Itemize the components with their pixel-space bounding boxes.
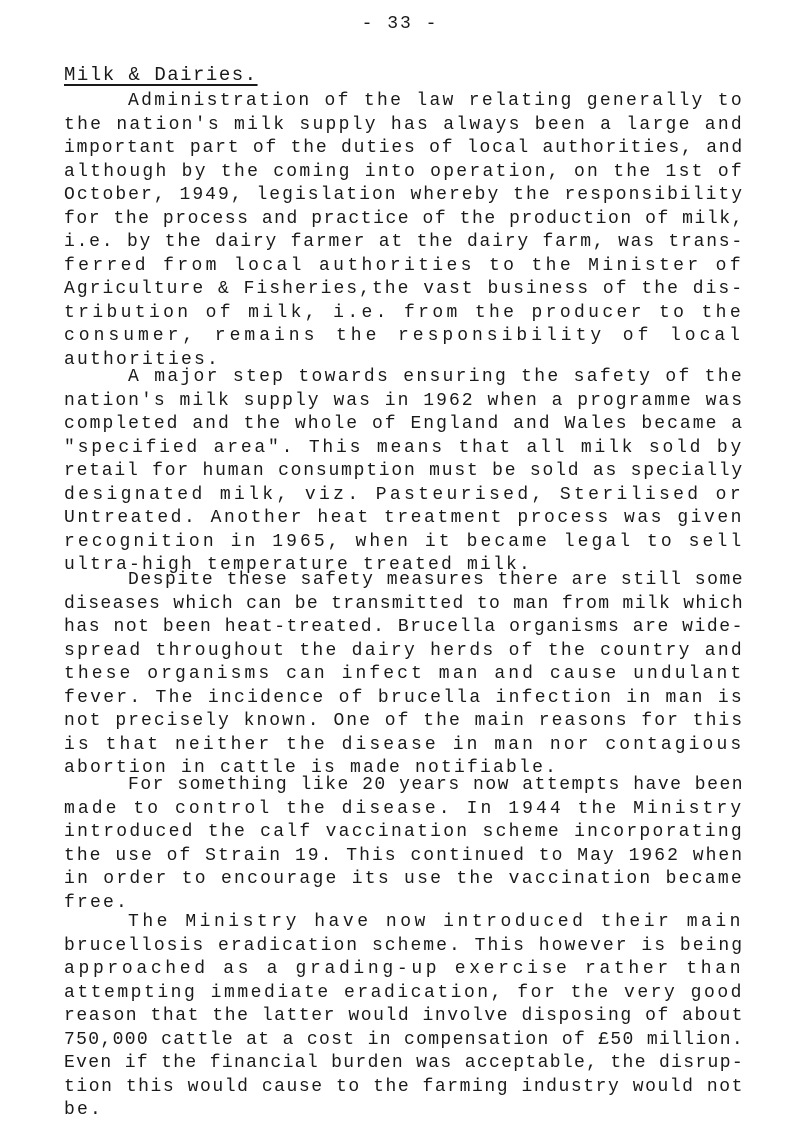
text-line: has not been heat-treated. Brucella organisms are wide-: [64, 617, 744, 637]
paragraph-4: [64, 774, 744, 915]
text-line: important part of the duties of local authorities, and: [64, 138, 744, 158]
text-line: For something like 20 years now attempts have been: [128, 775, 745, 795]
text-line: is that neither the disease in man nor contagious: [64, 734, 745, 755]
text-line: these organisms can infect man and cause undulant: [64, 664, 745, 684]
text-line: 750,000 cattle at a cost in compensation of £50 million.: [64, 1029, 744, 1050]
text-line: spread throughout the dairy herds of the country and: [64, 640, 744, 661]
page-number: - 33 -: [361, 14, 439, 34]
text-line: Administration of the law relating generally to: [128, 91, 744, 111]
text-line: recognition in 1965, when it became legal to sell: [64, 531, 745, 552]
text-line: Untreated. Another heat treatment process was given: [64, 508, 744, 528]
text-line: designated milk, viz. Pasteurised, Sterilised or: [64, 484, 744, 505]
text-line: "specified area". This means that all milk sold by: [64, 437, 745, 458]
paragraph-2: [64, 366, 744, 578]
paragraph-5: [64, 911, 744, 1123]
paragraph-1: [64, 90, 744, 372]
text-line: for the process and practice of the production of milk,: [64, 208, 744, 229]
text-line: completed and the whole of England and Wales became a: [64, 414, 745, 434]
text-line: abortion in cattle is made notifiable.: [64, 758, 559, 778]
text-line: the use of Strain 19. This continued to May 1962 when: [64, 845, 745, 866]
text-line: Agriculture & Fisheries,the vast business of the dis-: [64, 279, 745, 299]
text-line: fever. The incidence of brucella infection in man is: [64, 687, 744, 708]
text-line: ultra-high temperature treated milk.: [64, 555, 533, 575]
section-heading: Milk & Dairies.: [64, 64, 258, 86]
text-line: The Ministry have now introduced their main: [128, 912, 744, 932]
text-line: i.e. by the dairy farmer at the dairy farm, was trans-: [64, 232, 744, 252]
text-line: October, 1949, legislation whereby the responsibility: [64, 185, 745, 205]
text-line: in order to encourage its use the vaccination became: [64, 869, 744, 889]
text-line: tribution of milk, i.e. from the producer to the: [64, 302, 744, 323]
text-line: authorities.: [64, 349, 221, 370]
text-line: tion this would cause to the farming industry would not: [64, 1076, 744, 1097]
text-line: approached as a grading-up exercise rather than: [64, 959, 745, 979]
text-line: be.: [64, 1100, 104, 1120]
text-line: ferred from local authorities to the Minister of: [64, 255, 744, 276]
text-line: reason that the latter would involve disposing of about: [64, 1006, 744, 1026]
text-line: brucellosis eradication scheme. This however is being: [64, 935, 745, 956]
text-line: free.: [64, 892, 130, 913]
text-line: diseases which can be transmitted to man from milk which: [64, 593, 744, 614]
text-line: A major step towards ensuring the safety of the: [128, 367, 744, 387]
text-line: although by the coming into operation, on the 1st of: [64, 161, 744, 182]
text-line: made to control the disease. In 1944 the Ministry: [64, 798, 745, 819]
text-line: introduced the calf vaccination scheme incorporating: [64, 822, 744, 842]
text-line: Despite these safety measures there are still some: [128, 570, 745, 590]
paragraph-3: [64, 569, 744, 781]
text-line: Even if the financial burden was acceptable, the disrup-: [64, 1053, 744, 1073]
text-line: consumer, remains the responsibility of local: [64, 326, 744, 346]
text-line: retail for human consumption must be sold as specially: [64, 461, 744, 481]
text-line: not precisely known. One of the main reasons for this: [64, 711, 745, 731]
text-line: the nation's milk supply has always been a large and: [64, 114, 744, 135]
text-line: nation's milk supply was in 1962 when a programme was: [64, 390, 745, 411]
text-line: attempting immediate eradication, for the very good: [64, 982, 744, 1003]
